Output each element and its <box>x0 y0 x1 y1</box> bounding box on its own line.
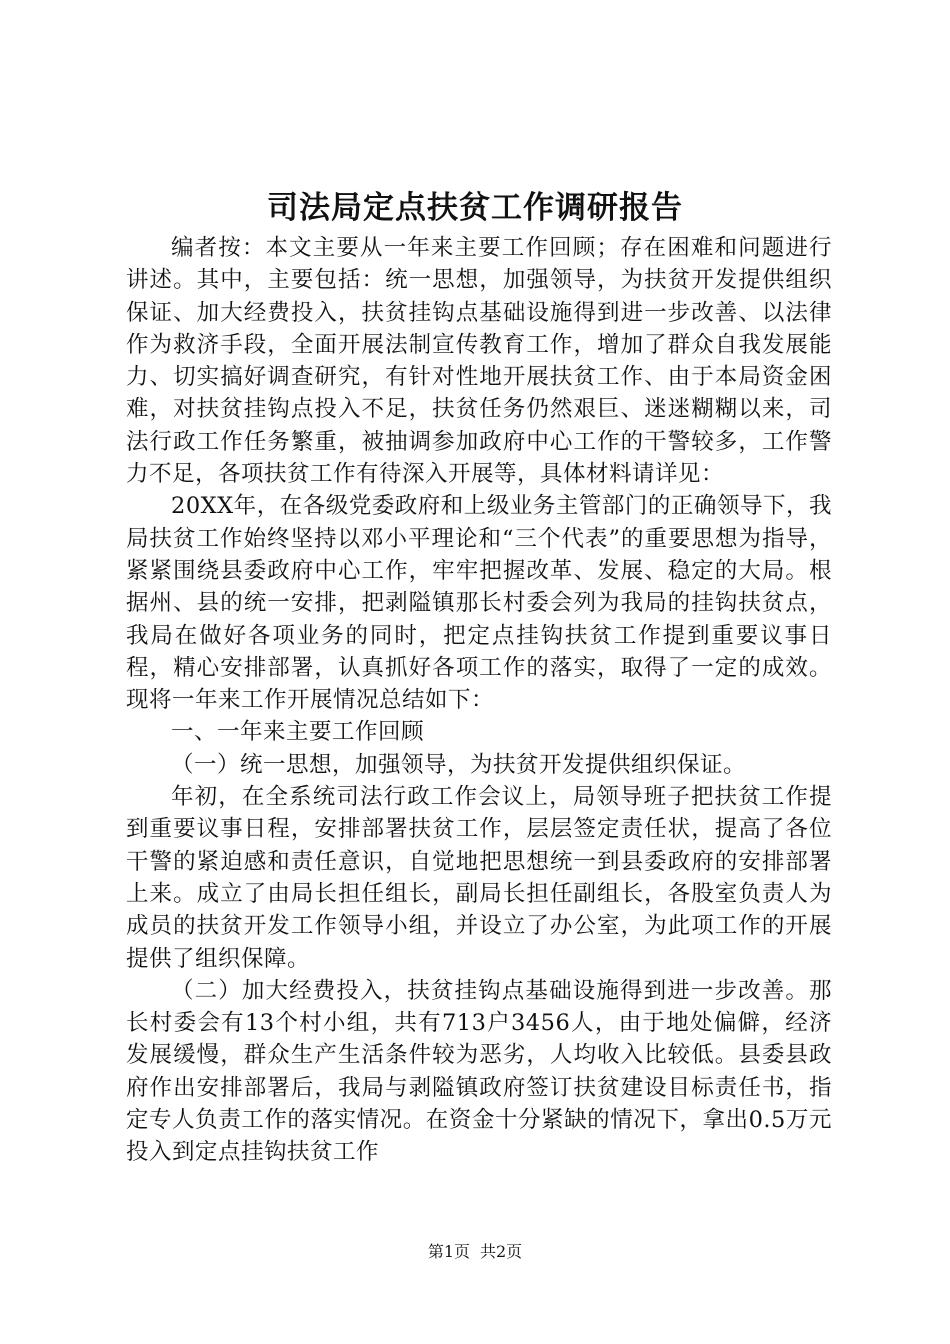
paragraph-editor-note: 编者按：本文主要从一年来主要工作回顾；存在困难和问题进行讲述。其中，主要包括：统一思想，加强领导，为扶贫开发提供组织保证、加大经费投入，扶贫挂钩点基础设施得到进一步改善、以法律作为救济手段，全面开展法制宣传教育工作，增加了群众自我发展能力、切实搞好调查研究，有针对性地开展扶贫工作、由于本局资金困难，对扶贫挂钩点投入不足，扶贫任务仍然艰巨、迷迷糊糊以来，司法行政工作任务繁重，被抽调参加政府中心工作的干警较多，工作警力不足，各项扶贫工作有待深入开展等，具体材料请详见： <box>126 235 832 488</box>
page-number: 第1页 <box>427 1242 470 1261</box>
section-heading-1: 一、一年来主要工作回顾 <box>171 719 425 746</box>
paragraph-section-2: （二）加大经费投入，扶贫挂钩点基础设施得到进一步改善。那长村委会有13个村小组，共有713户3456人，由于地处偏僻，经济发展缓慢，群众生产生活条件较为恶劣，人均收入比较低。县委县政府作出安排部署后，我局与剥隘镇政府签订扶贫建设目标责任书，指定专人负责工作的落实情况。在资金十分紧缺的情况下，拿出0.5万元投入到定点挂钩扶贫工作 <box>126 977 832 1166</box>
document-body <box>126 232 832 1169</box>
paragraph-intro: 20XX年，在各级党委政府和上级业务主管部门的正确领导下，我局扶贫工作始终坚持以邓小平理论和“三个代表”的重要思想为指导，紧紧围绕县委政府中心工作，牢牢把握改革、发展、稳定的大局。根据州、县的统一安排，把剥隘镇那长村委会列为我局的挂钩扶贫点，我局在做好各项业务的同时，把定点挂钩扶贫工作提到重要议事日程，精心安排部署，认真抓好各项工作的落实，取得了一定的成效。现将一年来工作开展情况总结如下： <box>126 493 832 714</box>
subsection-heading-1: （一）统一思想，加强领导，为扶贫开发提供组织保证。 <box>171 751 747 778</box>
page-total: 共2页 <box>480 1242 523 1261</box>
page-footer <box>0 1240 950 1264</box>
paragraph-section-1: 年初，在全系统司法行政工作会议上，局领导班子把扶贫工作提到重要议事日程，安排部署扶贫工作，层层签定责任状，提高了各位干警的紧迫感和责任意识，自觉地把思想统一到县委政府的安排部署上来。成立了由局长担任组长，副局长担任副组长，各股室负责人为成员的扶贫开发工作领导小组，并设立了办公室，为此项工作的开展提供了组织保障。 <box>126 784 832 972</box>
document-title: 司法局定点扶贫工作调研报告 <box>267 190 683 226</box>
